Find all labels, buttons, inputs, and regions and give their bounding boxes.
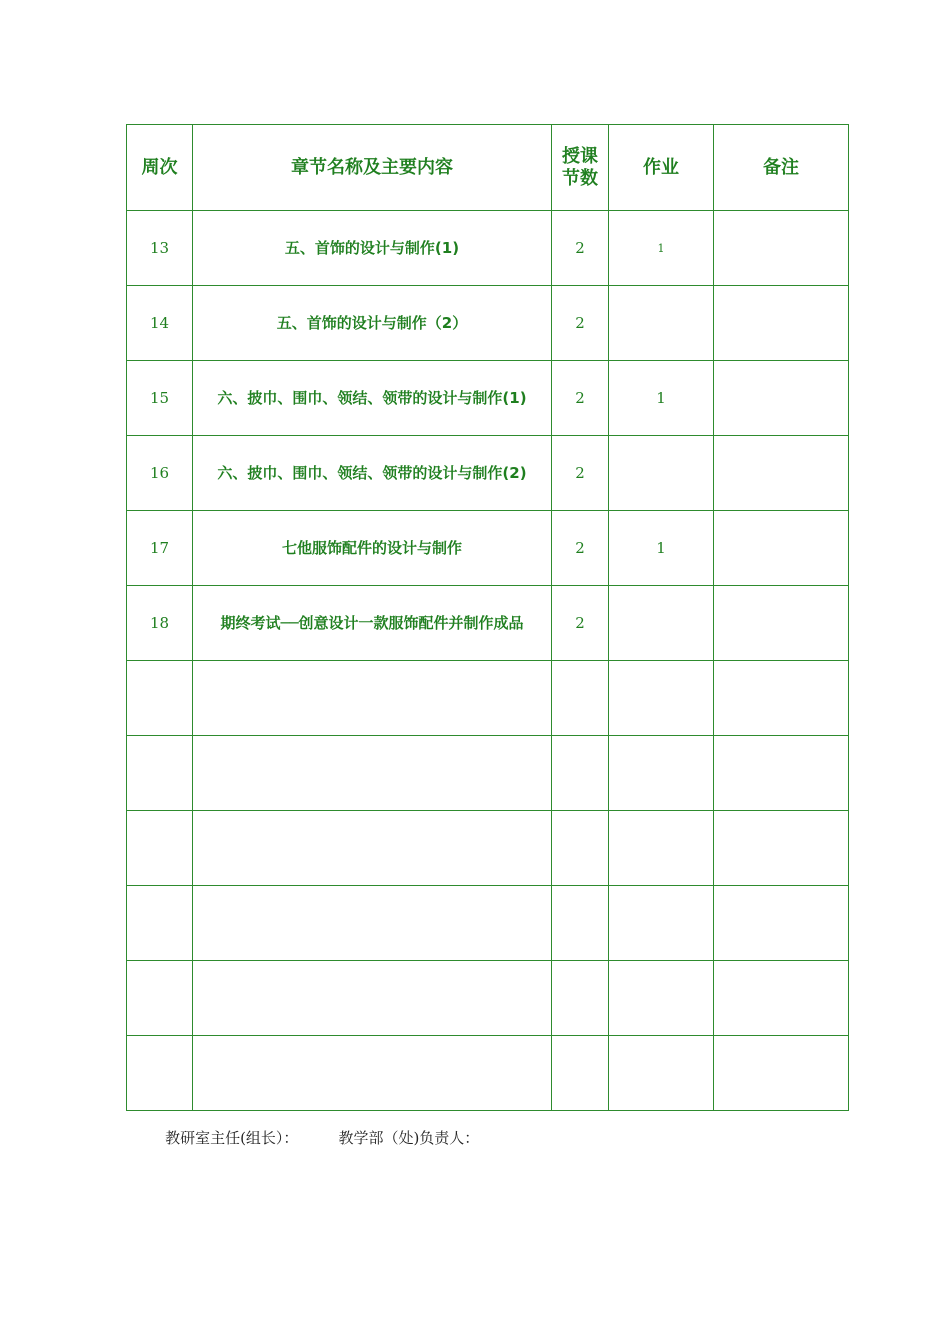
note-cell [714,361,849,436]
content-cell: 七他服饰配件的设计与制作 [193,511,552,586]
homework-cell [609,436,714,511]
week-cell [127,736,193,811]
content-cell [193,961,552,1036]
table-row [127,811,849,886]
content-cell: 期终考试──创意设计一款服饰配件并制作成品 [193,586,552,661]
table-row [127,286,849,361]
week-cell: 13 [127,211,193,286]
table-row [127,436,849,511]
table-row [127,586,849,661]
note-cell [714,436,849,511]
note-cell [714,736,849,811]
header-content: 章节名称及主要内容 [193,125,552,211]
homework-cell: 1 [609,211,714,286]
note-cell [714,1036,849,1111]
header-row [127,125,849,211]
homework-cell: 1 [609,361,714,436]
homework-cell [609,661,714,736]
hours-cell: 2 [552,436,609,511]
schedule-table [126,124,849,1111]
hours-cell: 2 [552,211,609,286]
header-homework: 作业 [609,125,714,211]
note-cell [714,961,849,1036]
content-cell [193,661,552,736]
week-cell [127,886,193,961]
homework-cell [609,586,714,661]
hours-cell: 2 [552,361,609,436]
hours-cell: 2 [552,586,609,661]
week-cell [127,811,193,886]
homework-cell [609,286,714,361]
week-cell [127,661,193,736]
hours-cell: 2 [552,511,609,586]
week-cell: 18 [127,586,193,661]
note-cell [714,886,849,961]
note-cell [714,661,849,736]
content-cell [193,736,552,811]
homework-cell [609,736,714,811]
content-cell [193,811,552,886]
table-row [127,661,849,736]
week-cell: 14 [127,286,193,361]
table-row [127,1036,849,1111]
content-cell [193,1036,552,1111]
content-cell: 五、首饰的设计与制作(1) [193,211,552,286]
content-cell [193,886,552,961]
header-hours [552,125,609,211]
header-week: 周次 [127,125,193,211]
signature-footer [146,1109,479,1166]
header-hours-label: 授课节数 [562,145,598,189]
note-cell [714,811,849,886]
homework-cell [609,961,714,1036]
week-cell [127,1036,193,1111]
homework-cell [609,886,714,961]
hours-cell: 2 [552,286,609,361]
table-row [127,961,849,1036]
hours-cell [552,736,609,811]
header-note: 备注 [714,125,849,211]
table-row [127,886,849,961]
note-cell [714,211,849,286]
content-cell: 五、首饰的设计与制作（2） [193,286,552,361]
note-cell [714,586,849,661]
week-cell: 16 [127,436,193,511]
week-cell: 15 [127,361,193,436]
content-cell: 六、披巾、围巾、领结、领带的设计与制作(1) [193,361,552,436]
note-cell [714,286,849,361]
table-row [127,736,849,811]
hours-cell [552,661,609,736]
homework-cell [609,811,714,886]
hours-cell [552,811,609,886]
dept-head-label: 教学部（处)负责人： [338,1129,480,1147]
homework-cell: 1 [609,511,714,586]
hours-cell [552,1036,609,1111]
hours-cell [552,886,609,961]
note-cell [714,511,849,586]
content-cell: 六、披巾、围巾、领结、领带的设计与制作(2) [193,436,552,511]
table-row [127,361,849,436]
homework-cell [609,1036,714,1111]
hours-cell [552,961,609,1036]
director-label: 教研室主任(组长）： [165,1129,299,1147]
week-cell: 17 [127,511,193,586]
week-cell [127,961,193,1036]
table-row [127,511,849,586]
table-row [127,211,849,286]
